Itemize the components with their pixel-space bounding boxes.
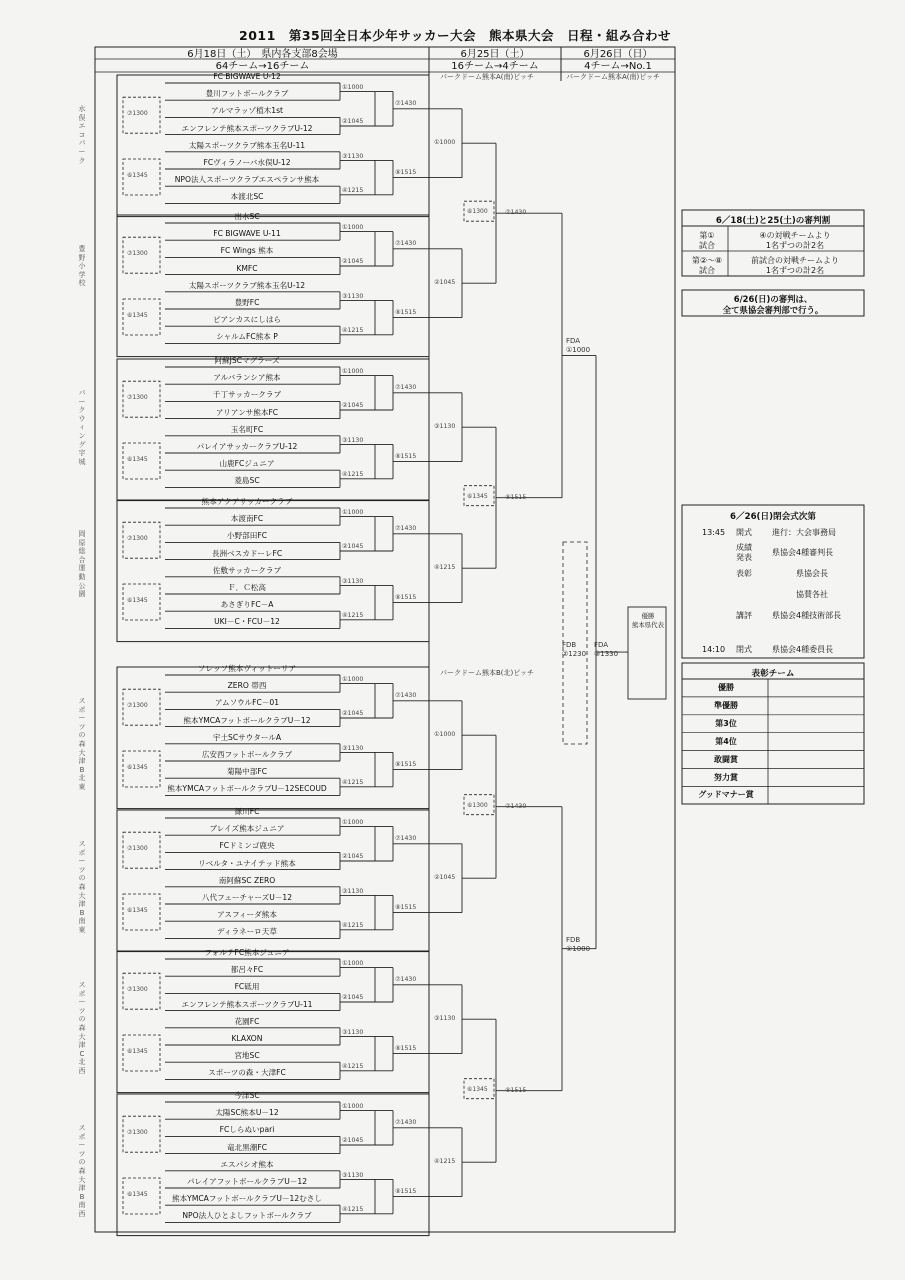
ceremony-person: 県協会4種委員長 bbox=[772, 645, 834, 654]
venue-day3: パークドーム熊本A(南)ピッチ bbox=[566, 73, 660, 81]
day3-sf-bottom: FDB ①1000 bbox=[566, 936, 591, 953]
referee-group-label: ⑥1345 bbox=[127, 172, 148, 179]
r2-match-label: ⑦1430 bbox=[395, 975, 417, 983]
referee-group-label: ⑦1300 bbox=[127, 1129, 148, 1137]
award-name: 第4位 bbox=[715, 736, 737, 746]
team-name: 山鹿FCジュニア bbox=[219, 459, 275, 469]
venue-label: パークウィング宇城 bbox=[78, 389, 86, 466]
team-name: アルマラッゾ植木1st bbox=[210, 106, 284, 116]
team-name: UKI－C・FCU－12 bbox=[214, 617, 280, 627]
team-name: FC Wings 熊本 bbox=[220, 246, 274, 256]
ceremony-label: 成績 発表 bbox=[736, 543, 752, 562]
team-name: FCヴィラノーバ水俣U-12 bbox=[203, 158, 291, 167]
r2-match-label: ⑧1515 bbox=[395, 593, 417, 601]
team-name: 緑川FC bbox=[234, 807, 260, 816]
sf-match-label: ⑦1430 bbox=[505, 802, 527, 810]
referee-group-label: ⑥1345 bbox=[127, 1191, 148, 1198]
r2-match-label: ⑧1515 bbox=[395, 168, 417, 176]
team-name: 菱島SC bbox=[234, 476, 260, 486]
team-name: 豊川フットボールクラブ bbox=[205, 89, 289, 99]
r1-match-label: ②1045 bbox=[342, 258, 364, 266]
team-name: ディラネーロ天草 bbox=[217, 927, 277, 937]
referee-group-label: ⑦1300 bbox=[127, 250, 148, 258]
sf-referee-label: ⑥1300 bbox=[467, 801, 488, 809]
r1-match-label: ③1130 bbox=[342, 292, 364, 300]
referee-group-label: ⑦1300 bbox=[127, 702, 148, 710]
team-name: 本渡南FC bbox=[230, 514, 264, 524]
award-name: グッドマナー賞 bbox=[698, 790, 754, 800]
ceremony-person: 進行：大会事務局 bbox=[772, 528, 836, 537]
day3-third-place: FDB ②1230 bbox=[562, 641, 587, 658]
referee-group-label: ⑥1345 bbox=[127, 1048, 148, 1055]
team-name: 竜北黒潮FC bbox=[226, 1142, 268, 1152]
day3-final: FDA ③1330 bbox=[594, 641, 619, 658]
venue-day2-bottom: パークドーム熊本B(北)ピッチ bbox=[440, 669, 534, 677]
venue-label: 豊野小学校 bbox=[78, 245, 86, 288]
award-name: 優勝 bbox=[718, 683, 734, 692]
ceremony-person: 県協会長 bbox=[796, 569, 828, 578]
header-day2: 6月25日（土） bbox=[460, 49, 530, 60]
r1-match-label: ④1215 bbox=[342, 187, 364, 195]
r2-match-label: ⑦1430 bbox=[395, 1118, 417, 1126]
team-name: 玉名町FC bbox=[230, 424, 264, 434]
referee-group-label: ⑦1300 bbox=[127, 535, 148, 543]
referee-group-label: ⑥1345 bbox=[127, 907, 148, 914]
r1-match-label: ②1045 bbox=[342, 402, 364, 410]
r1-match-label: ①1000 bbox=[342, 368, 364, 375]
ceremony-time: 13:45 bbox=[702, 528, 726, 537]
qf-match-label: ③1130 bbox=[434, 423, 456, 431]
sf-referee-label: ⑥1345 bbox=[467, 492, 488, 500]
team-name: 宇土SCサウタールA bbox=[212, 732, 282, 742]
team-name: FCドミンゴ鹿央 bbox=[219, 841, 275, 851]
referee-row1-left: 第① 試合 bbox=[699, 231, 715, 250]
r1-match-label: ④1215 bbox=[342, 471, 364, 479]
venue-label: スポーツの森大津B南東 bbox=[78, 840, 86, 934]
team-name: スポーツの森・大津FC bbox=[208, 1068, 286, 1078]
team-name: アルバランシア熊本 bbox=[213, 373, 281, 383]
r1-match-label: ④1215 bbox=[342, 612, 364, 620]
team-name: リベルタ・ユナイテッド熊本 bbox=[198, 858, 296, 868]
team-name: 太陽SC熊本U－12 bbox=[215, 1108, 279, 1118]
referee-group-label: ⑦1300 bbox=[127, 110, 148, 118]
team-name: 宮地SC bbox=[234, 1051, 260, 1061]
team-name: アリアンサ熊本FC bbox=[215, 407, 279, 417]
team-name: 熊本YMCAフットボールクラブU－12 bbox=[183, 715, 311, 725]
team-name: 阿蘇JSCマグラーズ bbox=[214, 356, 280, 365]
team-name: 太陽スポーツクラブ熊本玉名U-11 bbox=[188, 140, 306, 150]
header-day2-sub: 16チーム→4チーム bbox=[451, 61, 539, 72]
award-name: 努力賞 bbox=[714, 772, 738, 782]
referee-row2-left: 第②～⑧ 試合 bbox=[691, 256, 723, 275]
team-name: 花園FC bbox=[234, 1016, 260, 1026]
team-name: Ｆ．Ｃ松高 bbox=[228, 583, 266, 592]
r1-match-label: ①1000 bbox=[342, 224, 364, 231]
team-name: パレイアサッカークラブU-12 bbox=[196, 442, 298, 451]
referee-row1-right: ④の対戦チームより 1名ずつの計2名 bbox=[759, 231, 831, 250]
sf-referee-label: ⑥1300 bbox=[467, 208, 488, 216]
r1-match-label: ②1045 bbox=[342, 853, 364, 861]
team-name: 八代フューチャーズU－12 bbox=[201, 893, 293, 902]
team-name: NPO法人ひとよしフットボールクラブ bbox=[182, 1211, 312, 1221]
r1-match-label: ③1130 bbox=[342, 152, 364, 160]
r1-match-label: ②1045 bbox=[342, 543, 364, 551]
ceremony-time: 14:10 bbox=[702, 645, 726, 654]
r1-match-label: ③1130 bbox=[342, 1171, 364, 1179]
r2-match-label: ⑦1430 bbox=[395, 691, 417, 699]
r2-match-label: ⑧1515 bbox=[395, 452, 417, 460]
ceremony-person: 県協会4種審判長 bbox=[772, 548, 834, 557]
award-name: 準優勝 bbox=[714, 700, 738, 710]
referee-group-label: ⑦1300 bbox=[127, 845, 148, 853]
r1-match-label: ③1130 bbox=[342, 887, 364, 895]
team-name: ZERO 帯西 bbox=[227, 681, 267, 691]
qf-match-label: ①1000 bbox=[434, 139, 456, 147]
r1-match-label: ①1000 bbox=[342, 819, 364, 826]
team-name: アムソウルFC－01 bbox=[214, 698, 280, 708]
team-name: 熊本YMCAフットボールクラブU－12むさし bbox=[172, 1194, 322, 1204]
r1-match-label: ②1045 bbox=[342, 710, 364, 718]
r1-match-label: ③1130 bbox=[342, 436, 364, 444]
team-name: フォルテFC熊本ジュニア bbox=[204, 948, 290, 957]
team-name: シャルムFC熊本 P bbox=[216, 332, 278, 342]
sf-referee-label: ⑥1345 bbox=[467, 1085, 488, 1093]
header-day3: 6月26日（日） bbox=[583, 49, 653, 60]
team-name: FC砥用 bbox=[234, 982, 260, 992]
team-name: 今津SC bbox=[234, 1091, 260, 1100]
referee-group-label: ⑥1345 bbox=[127, 597, 148, 604]
r2-match-label: ⑦1430 bbox=[395, 99, 417, 107]
r1-match-label: ①1000 bbox=[342, 509, 364, 516]
r1-match-label: ①1000 bbox=[342, 84, 364, 91]
r1-match-label: ③1130 bbox=[342, 1028, 364, 1036]
referee-group-label: ⑥1345 bbox=[127, 764, 148, 771]
r1-match-label: ③1130 bbox=[342, 577, 364, 585]
r2-match-label: ⑧1515 bbox=[395, 1187, 417, 1195]
r1-match-label: ③1130 bbox=[342, 744, 364, 752]
team-name: 小野部田FC bbox=[226, 531, 268, 541]
qf-match-label: ④1215 bbox=[434, 1158, 456, 1166]
r1-match-label: ②1045 bbox=[342, 118, 364, 126]
team-name: ブレイズ熊本ジュニア bbox=[209, 824, 285, 834]
team-name: FC BIGWAVE U-12 bbox=[213, 72, 281, 81]
team-name: エンフレンテ熊本スポーツクラブU-12 bbox=[181, 123, 313, 133]
r1-match-label: ④1215 bbox=[342, 327, 364, 335]
ceremony-label: 表彰 bbox=[736, 569, 752, 578]
r2-match-label: ⑧1515 bbox=[395, 308, 417, 316]
team-name: 豊野FC bbox=[234, 298, 260, 307]
r1-match-label: ①1000 bbox=[342, 1103, 364, 1110]
awards-title: 表彰チーム bbox=[751, 669, 795, 679]
team-name: ソレッソ熊本ヴィットーリア bbox=[197, 664, 297, 673]
team-name: 千丁サッカークラブ bbox=[212, 390, 282, 400]
ceremony-title: 6／26(日)閉会式次第 bbox=[730, 512, 816, 522]
referee-group-label: ⑥1345 bbox=[127, 456, 148, 463]
team-name: KLAXON bbox=[231, 1034, 263, 1043]
r2-match-label: ⑧1515 bbox=[395, 760, 417, 768]
team-name: NPO法人スポーツクラブエスペランサ熊本 bbox=[174, 175, 320, 185]
ceremony-label: 閉式 bbox=[736, 645, 752, 654]
header-day1: 6月18日（土） 県内各支部8会場 bbox=[187, 49, 338, 60]
r1-match-label: ②1045 bbox=[342, 994, 364, 1002]
qf-match-label: ②1045 bbox=[434, 279, 456, 287]
team-name: 熊本アクアサッカークラブ bbox=[201, 497, 293, 506]
venue-label: スポーツの森大津B南西 bbox=[78, 1124, 86, 1218]
team-name: 都呂々FC bbox=[230, 965, 264, 975]
r2-match-label: ⑦1430 bbox=[395, 524, 417, 532]
venue-label: 水俣エコパーク bbox=[78, 105, 86, 165]
page-title: 2011 第35回全日本少年サッカー大会 熊本県大会 日程・組み合わせ bbox=[239, 28, 671, 43]
sf-match-label: ⑧1515 bbox=[505, 1086, 527, 1094]
award-name: 第3位 bbox=[715, 718, 737, 728]
r1-match-label: ④1215 bbox=[342, 1206, 364, 1214]
r1-match-label: ②1045 bbox=[342, 1137, 364, 1145]
team-name: パレイアフットボールクラブU－12 bbox=[186, 1177, 308, 1186]
team-name: 本渡北SC bbox=[230, 192, 264, 202]
team-name: エスパシオ熊本 bbox=[220, 1159, 274, 1169]
r2-match-label: ⑧1515 bbox=[395, 903, 417, 911]
day3-sf-top: FDA ①1000 bbox=[566, 337, 591, 354]
team-name: FC BIGWAVE U-11 bbox=[213, 229, 281, 239]
referee-group-label: ⑦1300 bbox=[127, 986, 148, 994]
r1-match-label: ①1000 bbox=[342, 676, 364, 683]
referee-title: 6／18(土)と25(土)の審判割 bbox=[715, 216, 831, 226]
team-name: 菊陽中部FC bbox=[226, 767, 268, 777]
team-name: 熊本YMCAフットボールクラブU－12SECOUD bbox=[167, 784, 327, 794]
team-name: 長洲ベスカドーレFC bbox=[211, 548, 283, 558]
referee-group-label: ⑥1345 bbox=[127, 312, 148, 319]
team-name: 出水SC bbox=[234, 212, 260, 221]
ceremony-person: 県協会4種技術部長 bbox=[772, 611, 842, 620]
team-name: アスフィーダ熊本 bbox=[217, 910, 277, 920]
ceremony-label: 開式 bbox=[736, 528, 752, 537]
qf-match-label: ①1000 bbox=[434, 731, 456, 739]
champion-label: 優勝 熊本県代表 bbox=[632, 612, 664, 629]
qf-match-label: ②1045 bbox=[434, 874, 456, 882]
r1-match-label: ④1215 bbox=[342, 1063, 364, 1071]
sf-match-label: ⑧1515 bbox=[505, 493, 527, 501]
referee-row2-right: 前試合の対戦チームより 1名ずつの計2名 bbox=[751, 256, 839, 275]
team-name: KMFC bbox=[236, 263, 258, 273]
team-name: 広安西フットボールクラブ bbox=[201, 750, 293, 759]
header-day3-sub: 4チーム→No.1 bbox=[584, 61, 652, 72]
referee-note: 6/26(日)の審判は、 全て県協会審判部で行う。 bbox=[722, 294, 824, 315]
referee-group-label: ⑦1300 bbox=[127, 394, 148, 402]
team-name: 佐敷サッカークラブ bbox=[212, 565, 282, 575]
team-name: 南阿蘇SC ZERO bbox=[218, 875, 276, 885]
r1-match-label: ①1000 bbox=[342, 960, 364, 967]
team-name: エンフレンテ熊本スポーツクラブU-11 bbox=[181, 999, 313, 1009]
r2-match-label: ⑦1430 bbox=[395, 239, 417, 247]
r2-match-label: ⑦1430 bbox=[395, 383, 417, 391]
team-name: 太陽スポーツクラブ熊本玉名U-12 bbox=[188, 280, 306, 290]
venue-label: 岡原総合運動公園 bbox=[78, 530, 86, 599]
qf-match-label: ④1215 bbox=[434, 564, 456, 572]
team-name: ピアンカスにしはら bbox=[212, 315, 282, 325]
r1-match-label: ④1215 bbox=[342, 779, 364, 787]
team-name: FCしらぬいpari bbox=[219, 1125, 275, 1135]
qf-match-label: ③1130 bbox=[434, 1015, 456, 1023]
r1-match-label: ④1215 bbox=[342, 922, 364, 930]
venue-label: スポーツの森大津C北西 bbox=[78, 981, 86, 1075]
sf-match-label: ⑦1430 bbox=[505, 209, 527, 217]
team-name: あさぎりFC－A bbox=[220, 600, 274, 610]
r2-match-label: ⑦1430 bbox=[395, 834, 417, 842]
venue-label: スポーツの森大津B北東 bbox=[78, 697, 86, 791]
venue-day2-top: パークドーム熊本A(南)ピッチ bbox=[440, 73, 534, 81]
award-name: 敢闘賞 bbox=[714, 754, 738, 764]
header-day1-sub: 64チーム→16チーム bbox=[215, 61, 310, 72]
r2-match-label: ⑧1515 bbox=[395, 1044, 417, 1052]
ceremony-person: 協賛各社 bbox=[796, 590, 828, 599]
ceremony-label: 講評 bbox=[736, 611, 752, 620]
